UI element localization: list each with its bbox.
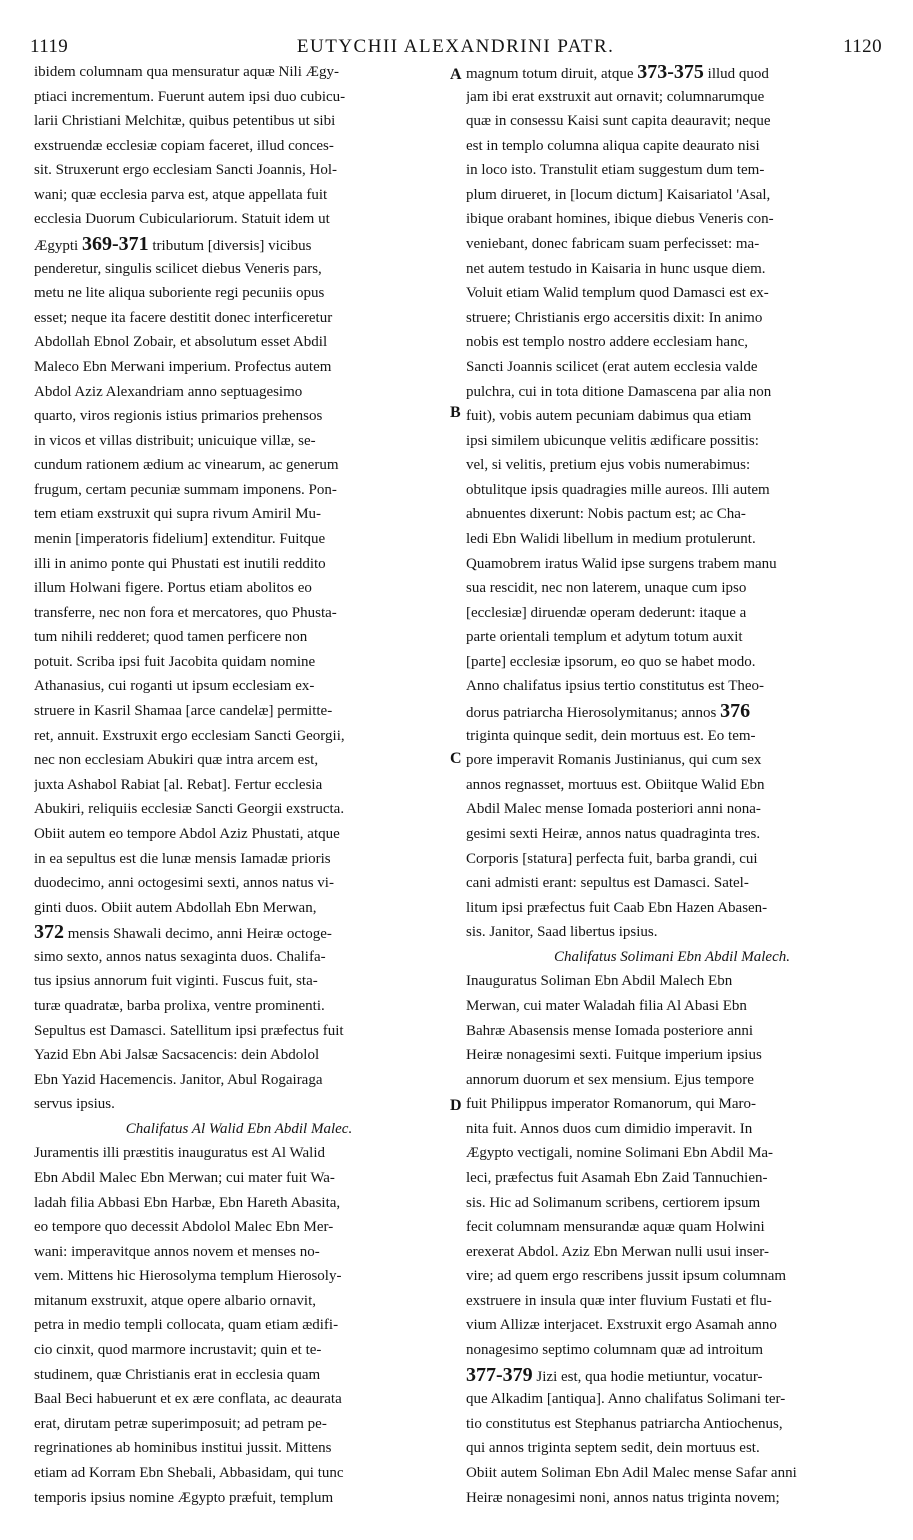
section-heading: Chalifatus Solimani Ebn Abdil Malech. (554, 948, 790, 965)
text-line: wani: imperavitque annos novem et menses no- (34, 1243, 320, 1260)
text-line: Heiræ nonagesimi noni, annos natus triginta novem; (466, 1489, 780, 1506)
text-line: Juramentis illi præstitis inauguratus est Al Walid (34, 1145, 325, 1162)
text-line: studinem, quæ Christianis erat in ecclesia quam (34, 1366, 321, 1383)
text-line: sua rescidit, nec non laterem, unaque cum ipso (466, 580, 747, 597)
text-line: Ægypti 369-371 tributum [diversis] vicibus (34, 236, 444, 258)
text-line: ladah filia Abbasi Ebn Harbæ, Ebn Hareth Abasita, (34, 1194, 341, 1211)
text-line: litum ipsi præfectus fuit Caab Ebn Hazen Abasen- (466, 899, 768, 916)
text-line: vire; ad quem ergo rescribens jussit ipsum columnam (466, 1268, 787, 1285)
text-line: wani; quæ ecclesia parva est, atque appellata fuit (34, 186, 328, 203)
text-line: simo sexto, annos natus sexaginta duos. Chalifa- (34, 948, 326, 965)
text-line: menin [imperatoris fidelium] extenditur. Fuitque (34, 530, 326, 547)
text-line: gesimi sexti Heiræ, annos natus quadraginta tres. (466, 825, 761, 842)
text-line: dorus patriarcha Hierosolymitanus; annos 376 (466, 703, 878, 725)
text-line: in vicos et villas distribuit; unicuique villæ, se- (34, 432, 316, 449)
text-line: jam ibi erat exstruxit aut ornavit; columnarumque (466, 88, 765, 105)
text-line: qui annos triginta septem sedit, dein mortuus est. (466, 1440, 760, 1457)
text-line: tum nihili redderet; quod tamen perficere non (34, 629, 308, 646)
page-number-left: 1119 (30, 36, 69, 57)
text-line: ginti duos. Obiit autem Abdollah Ebn Merwan, (34, 899, 317, 916)
text-line: metu ne lite aliqua suboriente regi pecuniis opus (34, 285, 325, 302)
text-line: Sepultus est Damasci. Satellitum ipsi præfectus fuit (34, 1022, 344, 1039)
text-line: exstruere in insula quæ inter fluvium Fustati et flu- (466, 1292, 772, 1309)
text-line: vem. Mittens hic Hierosolyma templum Hierosoly- (34, 1268, 342, 1285)
section-heading: Chalifatus Al Walid Ebn Abdil Malec. (125, 1120, 353, 1137)
text-line: Abdollah Ebnol Zobair, et absolutum esset Abdil (34, 334, 328, 351)
text-line: annorum duorum et sex mensium. Ejus tempore (466, 1071, 754, 1088)
margin-letter-d: D (450, 1097, 462, 1114)
margin-letter-b: B (450, 404, 461, 421)
text-line: regrinationes ab hominibus institui jussit. Mittens (34, 1440, 332, 1457)
text-line: tio constitutus est Stephanus patriarcha Antiochenus, (466, 1415, 783, 1432)
text-line: Obiit autem Soliman Ebn Adil Malec mense Safar anni (466, 1464, 797, 1481)
text-line: net autem testudo in Kaisaria in hunc usque diem. (466, 260, 766, 277)
text-line: Anno chalifatus ipsius tertio constitutus est Theo- (466, 678, 765, 695)
text-line: Athanasius, cui roganti ut ipsum ecclesiam ex- (34, 678, 315, 695)
section-number: 372 (34, 924, 64, 944)
text-line: leci, præfectus fuit Asamah Ebn Zaid Tannuchien- (466, 1170, 768, 1187)
text-line: etiam ad Korram Ebn Shebali, Abbasidam, qui tunc (34, 1464, 344, 1481)
text-line: nonagesimo septimo columnam quæ ad introitum (466, 1342, 764, 1359)
running-title: EUTYCHII ALEXANDRINI PATR. (296, 36, 615, 57)
section-number: 373-375 (637, 64, 704, 83)
text-line: eo tempore quo decessit Abdolol Malec Ebn Mer- (34, 1219, 334, 1236)
text-line: est in templo columna aliqua capite deaurato nisi (466, 137, 760, 154)
text-line: esset; neque ita facere destitit donec interficeretur (34, 309, 333, 326)
text-line: ledi Ebn Walidi libellum in medium protulerunt. (466, 530, 756, 547)
text-line: pore imperavit Romanis Justinianus, qui cum sex (466, 752, 762, 769)
left-column (34, 64, 444, 1512)
text-line: parte orientali templum et adytum totum auxit (466, 629, 743, 646)
text-line: illum Holwani figere. Portus etiam abolitos eo (34, 580, 312, 597)
text-line: triginta quinque sedit, dein mortuus est. Eo tem- (466, 727, 756, 744)
text-line: Inauguratus Soliman Ebn Abdil Malech Ebn (466, 973, 733, 990)
text-line: veniebant, donec fabricam suam perfecisset: ma- (466, 236, 760, 253)
page-number-right: 1120 (843, 36, 882, 57)
text-line: duodecimo, anni octogesimi sexti, annos natus vi- (34, 875, 334, 892)
text-line: annos regnasset, mortuus est. Obiitque Walid Ebn (466, 776, 765, 793)
text-line: nec non ecclesiam Abukiri quæ intra arcem est, (34, 752, 319, 769)
text-line: temporis ipsius nomine Ægypto præfuit, templum (34, 1489, 334, 1506)
text-line: struere in Kasril Shamaa [arce candelæ] permitte- (34, 703, 333, 720)
text-line: sit. Struxerunt ergo ecclesiam Sancti Joannis, Hol- (34, 162, 337, 179)
text-line: Voluit etiam Walid templum quod Damasci est ex- (466, 285, 769, 302)
section-number: 377-379 (466, 1366, 533, 1386)
text-line: obtulitque ipsis quadragies mille aureos. Illi autem (466, 481, 770, 498)
text-line: Baal Beci habuerunt et ex ære conflata, ac deaurata (34, 1391, 342, 1408)
text-line: Ægypto vectigali, nomine Solimani Ebn Abdil Ma- (466, 1145, 774, 1162)
text-line: illi in animo ponte qui Phustati est inutili reddito (34, 555, 326, 572)
text-line: cio cinxit, quod marmore incrustavit; quin et te- (34, 1342, 322, 1359)
text-line: magnum totum diruit, atque 373-375 illud quod (466, 64, 878, 86)
text-line: sis. Janitor, Saad libertus ipsius. (466, 924, 658, 941)
text-line: fecit columnam mensurandæ aquæ quam Holwini (466, 1219, 765, 1236)
text-line: Abdil Malec mense Iomada posteriori anni nona- (466, 801, 761, 818)
text-line: sis. Hic ad Solimanum scribens, certiorem ipsum (466, 1194, 761, 1211)
text-line: tus ipsius annorum fuit viginti. Fuscus fuit, sta- (34, 973, 318, 990)
text-line: ibidem columnam qua mensuratur aquæ Nili Ægy- (34, 64, 339, 80)
text-line: ptiaci incrementum. Fuerunt autem ipsi duo cubicu- (34, 88, 346, 105)
text-line: potuit. Scriba ipsi fuit Jacobita quidam nomine (34, 653, 316, 670)
text-line: Abdol Aziz Alexandriam anno septuagesimo (34, 383, 303, 400)
text-line: ecclesia Duorum Cubiculariorum. Statuit idem ut (34, 211, 330, 228)
text-line: fuit), vobis autem pecuniam dabimus qua etiam (466, 408, 752, 425)
section-number: 369-371 (81, 236, 149, 256)
text-line: que Alkadim [antiqua]. Anno chalifatus Solimani ter- (466, 1391, 786, 1408)
text-line: Obiit autem eo tempore Abdol Aziz Phustati, atque (34, 825, 340, 842)
text-line: Sancti Joannis scilicet (erat autem ecclesia valde (466, 358, 758, 375)
text-line: erexerat Abdol. Aziz Ebn Merwan nulli usui inser- (466, 1243, 769, 1260)
text-line: erat, dirutam petræ superimposuit; ad petram pe- (34, 1415, 327, 1432)
text-line: mitanum exstruxit, atque opere albario ornavit, (34, 1292, 316, 1309)
text-line: larii Christiani Melchitæ, quibus petentibus ut sibi (34, 113, 336, 130)
text-line: quarto, viros regionis istius primarios prehensos (34, 408, 323, 425)
text-line: Abukiri, reliquiis ecclesiæ Sancti Georgii exstructa. (34, 801, 345, 818)
text-line: in ea sepultus est die lunæ mensis Iamadæ prioris (34, 850, 331, 867)
text-line: exstruendæ ecclesiæ copiam faceret, illud conces- (34, 137, 334, 154)
text-line: struere; Christianis ergo accersitis dixit: In animo (466, 309, 763, 326)
section-number: 376 (720, 703, 751, 723)
text-line: quæ in consessu Kaisi sunt capita deauravit; neque (466, 113, 771, 130)
text-line: plum dirueret, in [locum dictum] Kaisariatol 'Asal, (466, 186, 771, 203)
text-line: ibique orabant homines, ibique diebus Veneris con- (466, 211, 774, 228)
text-line: in loco isto. Transtulit etiam suggestum dum tem- (466, 162, 765, 179)
text-line: vium Allizæ interjacet. Exstruxit ergo Asamah anno (466, 1317, 777, 1334)
text-line: frugum, certam pecuniæ summam imponens. Pon- (34, 481, 337, 498)
text-line: Maleco Ebn Merwani imperium. Profectus autem (34, 358, 332, 375)
running-header (30, 34, 882, 60)
right-column (466, 64, 878, 1512)
text-line: petra in medio templi collocata, quam etiam ædifi- (34, 1317, 339, 1334)
text-line: fuit Philippus imperator Romanorum, qui Maro- (466, 1096, 756, 1113)
text-line: ipsi similem ubicunque velitis ædificare possitis: (466, 432, 759, 449)
text-line: Ebn Abdil Malec Ebn Merwan; cui mater fuit Wa- (34, 1170, 335, 1187)
text-line: Yazid Ebn Abi Jalsæ Sacsacencis: dein Abdolol (34, 1047, 320, 1064)
text-line: abnuentes dixerunt: Nobis pactum est; ac Cha- (466, 506, 746, 523)
text-line: Corporis [statura] perfecta fuit, barba grandi, cui (466, 850, 758, 867)
text-line: vel, si velitis, pretium ejus vobis numerabimus: (466, 457, 751, 474)
text-line: nita fuit. Annos duos cum dimidio imperavit. In (466, 1120, 753, 1137)
text-line: Quamobrem iratus Walid ipse surgens trabem manu (466, 555, 777, 572)
text-line: cundum rationem ædium ac vinearum, ac generum (34, 457, 339, 474)
text-line: 377-379 Jizi est, qua hodie metiuntur, vocatur- (466, 1367, 878, 1389)
text-line: [ecclesiæ] diruendæ operam dederunt: itaque a (466, 604, 747, 621)
text-line: 372 mensis Shawali decimo, anni Heiræ octoge- (34, 924, 444, 946)
text-line: turæ quadratæ, barba prolixa, ventre prominenti. (34, 997, 325, 1014)
text-line: Ebn Yazid Hacemencis. Janitor, Abul Rogairaga (34, 1071, 323, 1088)
text-line: cani admisti erant: sepultus est Damasci. Satel- (466, 875, 749, 892)
margin-letter-a: A (450, 66, 462, 83)
text-line: Heiræ nonagesimi sexti. Fuitque imperium ipsius (466, 1047, 762, 1064)
text-line: servus ipsius. (34, 1096, 115, 1113)
text-line: [parte] ecclesiæ ipsorum, eo quo se habet modo. (466, 653, 756, 670)
text-line: transferre, nec non fora et mercatores, quo Phusta- (34, 604, 337, 621)
text-line: penderetur, singulis scilicet diebus Veneris pars, (34, 260, 322, 277)
text-line: nobis est templo nostro addere ecclesiam hanc, (466, 334, 748, 351)
text-line: Merwan, cui mater Waladah filia Al Abasi Ebn (466, 997, 747, 1014)
text-line: tem etiam exstruxit qui supra rivum Amiril Mu- (34, 506, 322, 523)
margin-letter-c: C (450, 750, 462, 767)
text-line: Bahræ Abasensis mense Iomada posteriore anni (466, 1022, 754, 1039)
text-line: ret, annuit. Exstruxit ergo ecclesiam Sancti Georgii, (34, 727, 345, 744)
text-line: pulchra, cui in tota ditione Damascena par alia non (466, 383, 772, 400)
text-line: juxta Ashabol Rabiat [al. Rebat]. Fertur ecclesia (34, 776, 323, 793)
